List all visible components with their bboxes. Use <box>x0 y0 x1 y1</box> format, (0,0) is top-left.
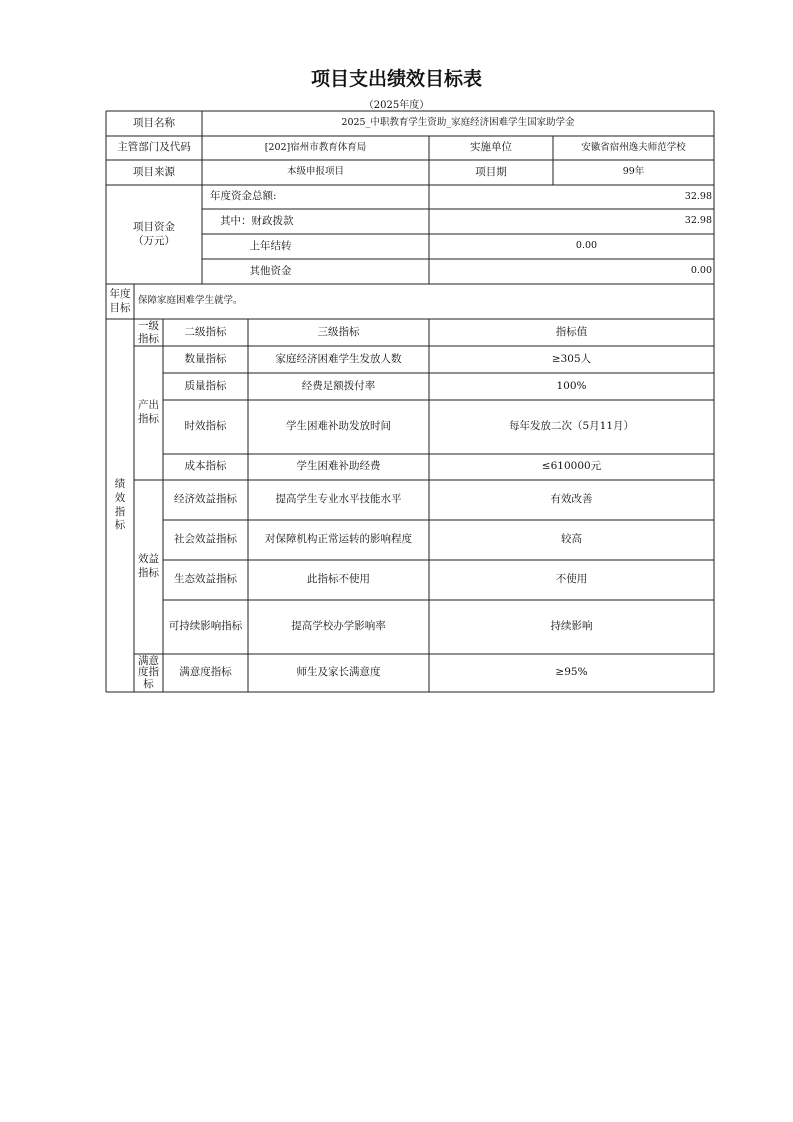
indicator-level2: 生态效益指标 <box>174 573 237 586</box>
funds-other-value: 0.00 <box>690 265 712 277</box>
indicators-main-label <box>106 319 134 692</box>
funds-total-value: 32.98 <box>684 190 712 202</box>
funds-label-line2: （万元） <box>133 234 175 247</box>
header-level3: 三级指标 <box>317 325 360 338</box>
goal-text: 保障家庭困难学生就学。 <box>138 295 243 307</box>
indicators-main-char: 标 <box>114 519 126 532</box>
project-name-label: 项目名称 <box>133 116 175 129</box>
goal-label-line2: 目标 <box>109 301 131 314</box>
indicator-level2: 时效指标 <box>184 420 227 433</box>
benefit-group-label <box>134 480 163 654</box>
indicator-level3: 学生困难补助发放时间 <box>286 420 391 433</box>
source-label: 项目来源 <box>133 165 175 178</box>
header-level1-line: 一级 <box>138 320 159 333</box>
source-value: 本级申报项目 <box>286 166 344 178</box>
indicator-level2: 可持续影响指标 <box>168 620 243 633</box>
goal-label <box>106 284 134 319</box>
satisfaction-group-line: 标 <box>143 677 154 690</box>
header-level1-line: 指标 <box>138 332 159 345</box>
benefit-group-line: 效益 <box>138 553 159 566</box>
indicator-level2: 社会效益指标 <box>174 533 237 546</box>
indicator-value: 100% <box>556 379 587 392</box>
indicator-level3: 提高学校办学影响率 <box>291 620 386 633</box>
funds-fiscal-value: 32.98 <box>684 215 712 227</box>
indicator-value: ≤610000元 <box>541 460 602 473</box>
period-label: 项目期 <box>475 165 507 178</box>
header-level1 <box>134 319 163 346</box>
funds-carry-label: 上年结转 <box>249 239 292 252</box>
goal-label-line1: 年度 <box>109 287 131 300</box>
output-group-line: 产出 <box>138 399 159 412</box>
indicator-value: 较高 <box>561 533 582 546</box>
dept-value: [202]宿州市教育体育局 <box>264 141 367 153</box>
indicator-level3: 经费足额拨付率 <box>301 379 376 392</box>
indicator-level2: 数量指标 <box>184 352 227 365</box>
funds-fiscal-label: 其中：财政拨款 <box>220 214 294 227</box>
indicator-level3: 对保障机构正常运转的影响程度 <box>265 533 412 546</box>
page-subtitle: （2025年度） <box>363 100 430 111</box>
indicator-value: ≥95% <box>555 666 588 679</box>
funds-carry-value: 0.00 <box>575 240 598 252</box>
funds-total-label: 年度资金总额: <box>210 190 277 203</box>
indicator-value: 不使用 <box>555 573 588 586</box>
indicator-value: 持续影响 <box>550 620 593 633</box>
indicator-value: ≥305人 <box>551 352 592 365</box>
output-group-label <box>134 346 163 480</box>
output-group-line: 指标 <box>138 413 159 425</box>
indicator-level2: 经济效益指标 <box>174 493 237 506</box>
satisfaction-group-label <box>134 654 163 692</box>
indicator-level3: 此指标不使用 <box>307 573 370 586</box>
project-name-value: 2025_中职教育学生资助_家庭经济困难学生国家助学金 <box>341 117 575 129</box>
indicator-level3: 师生及家长满意度 <box>296 666 381 679</box>
indicator-level2: 满意度指标 <box>179 666 232 679</box>
satisfaction-group-line: 度指 <box>138 666 159 679</box>
indicators-main-char: 效 <box>114 491 126 504</box>
indicator-value: 有效改善 <box>550 493 593 506</box>
indicator-value: 每年发放二次（5月11月） <box>508 420 635 433</box>
page-title: 项目支出绩效目标表 <box>310 68 482 90</box>
indicator-level3: 家庭经济困难学生发放人数 <box>275 352 402 365</box>
indicator-level2: 成本指标 <box>184 460 227 473</box>
impl-unit-label: 实施单位 <box>470 141 512 154</box>
indicator-level3: 学生困难补助经费 <box>296 460 381 473</box>
satisfaction-group-line: 满意 <box>138 654 159 667</box>
indicator-level3: 提高学生专业水平技能水平 <box>275 493 402 506</box>
period-value: 99年 <box>622 166 645 178</box>
indicators-main-char: 绩 <box>114 478 126 491</box>
funds-label <box>106 185 202 284</box>
impl-unit-value: 安徽省宿州逸夫师范学校 <box>581 141 686 153</box>
indicator-level2: 质量指标 <box>184 379 227 392</box>
funds-label-line1: 项目资金 <box>133 220 175 233</box>
dept-label: 主管部门及代码 <box>117 141 191 154</box>
benefit-group-line: 指标 <box>138 567 159 579</box>
header-value: 指标值 <box>555 325 588 338</box>
header-level2: 二级指标 <box>184 325 227 338</box>
indicators-main-char: 指 <box>114 505 126 518</box>
funds-other-label: 其他资金 <box>249 264 292 277</box>
